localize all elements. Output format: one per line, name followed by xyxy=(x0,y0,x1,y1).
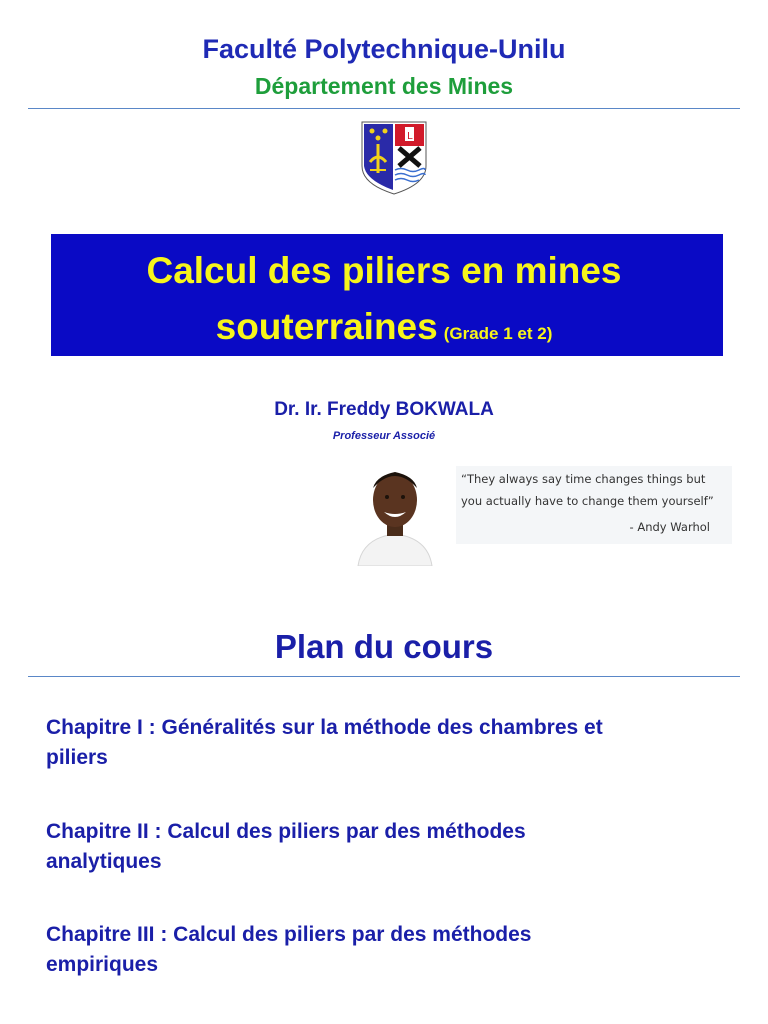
faculty-title: Faculté Polytechnique-Unilu xyxy=(202,34,566,64)
quote-line1: “They always say time changes things but xyxy=(461,472,706,486)
course-title-line2 xyxy=(0,306,768,348)
author-name: Dr. Ir. Freddy BOKWALA xyxy=(274,399,494,420)
quote-attribution: - Andy Warhol xyxy=(629,520,710,534)
course-title-line1: Calcul des piliers en mines xyxy=(146,250,622,291)
plan-title: Plan du cours xyxy=(274,628,494,665)
quote-box xyxy=(456,466,732,544)
chapter-item xyxy=(46,920,736,980)
chapter-line: piliers xyxy=(46,746,108,769)
chapter-line: analytiques xyxy=(46,850,162,873)
header-divider xyxy=(28,108,740,109)
chapter-item xyxy=(46,817,736,877)
chapter-line: Chapitre I : Généralités sur la méthode des chambres et xyxy=(46,716,603,739)
author-role: Professeur Associé xyxy=(332,430,436,442)
department-title: Département des Mines xyxy=(254,73,514,99)
plan-divider xyxy=(28,676,740,677)
chapter-item xyxy=(46,713,736,773)
course-title-word: souterraines xyxy=(215,306,438,347)
university-crest-icon xyxy=(356,118,432,198)
grade-label: (Grade 1 et 2) xyxy=(443,324,553,343)
author-portrait xyxy=(356,462,434,566)
chapter-line: Chapitre III : Calcul des piliers par des méthodes xyxy=(46,923,532,946)
quote-line2: you actually have to change them yourself” xyxy=(461,494,714,508)
chapter-line: empiriques xyxy=(46,953,159,976)
chapter-line: Chapitre II : Calcul des piliers par des méthodes xyxy=(46,820,526,843)
svg-text:L: L xyxy=(407,131,413,142)
